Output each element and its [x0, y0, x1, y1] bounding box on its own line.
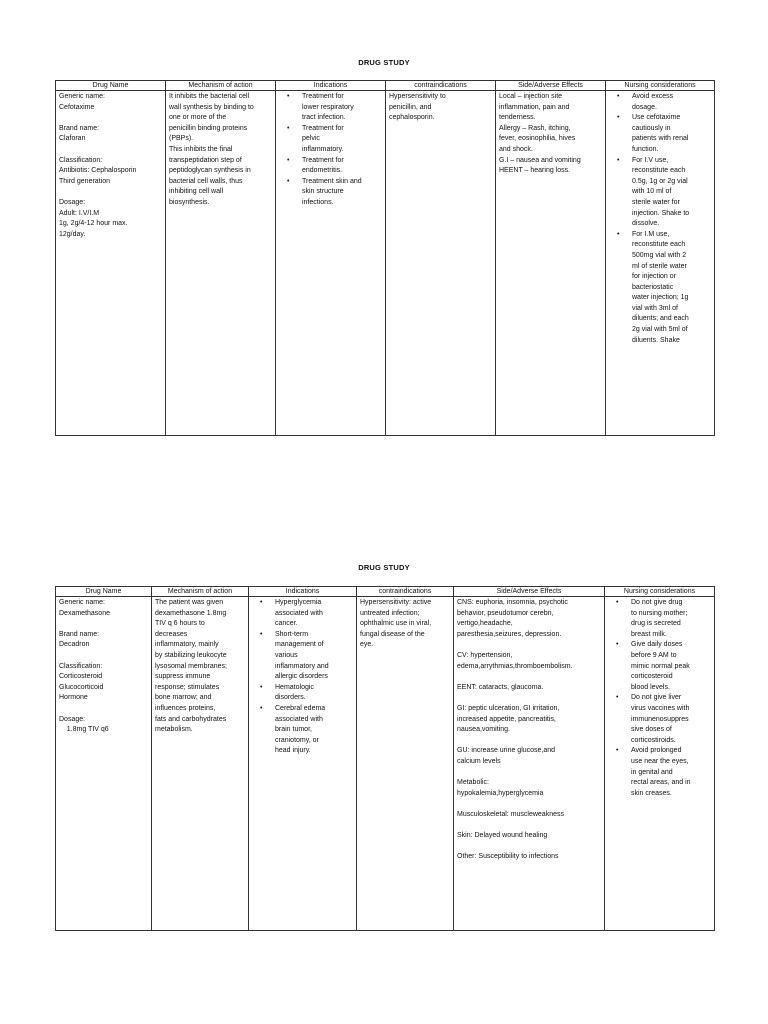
table-row: [56, 597, 715, 931]
text-line: endometritis.: [302, 167, 343, 175]
text-line: injection. Shake to: [632, 209, 690, 217]
text-line: Antibiotis: Cephalosporin: [59, 167, 137, 175]
header-mechanism: Mechanism of action: [152, 587, 249, 597]
text-line: decreases: [155, 630, 188, 638]
text-line: [59, 113, 162, 124]
text-line: diluents; and each: [632, 315, 689, 323]
section2-title: DRUG STUDY: [358, 563, 410, 572]
text-line: • Give daily doses: [631, 641, 683, 649]
text-line: vial with 3ml of: [632, 304, 678, 312]
text-line: bacteriostatic: [632, 283, 674, 291]
text-line: [457, 799, 601, 810]
text-line: metabolism.: [155, 726, 193, 734]
text-line: HEENT – hearing loss.: [499, 167, 571, 175]
text-line: Glucocorticoid: [59, 683, 104, 691]
text-line: [59, 187, 162, 198]
text-line: breast milk.: [631, 630, 667, 638]
text-line: fats and carbohydrates: [155, 715, 227, 723]
text-line: • For I.V use,: [632, 156, 669, 164]
drug-study-table-2: [55, 586, 715, 931]
text-line: Generic name:: [59, 599, 105, 606]
indications-cell: [249, 597, 357, 931]
text-line: skin structure: [302, 188, 344, 196]
text-line: biosynthesis.: [169, 198, 210, 206]
list-item: [632, 92, 711, 113]
header-mechanism: Mechanism of action: [166, 81, 276, 91]
text-line: • Hyperglycemia: [275, 599, 322, 606]
mechanism-cell: [166, 91, 276, 436]
drug-name-cell: [56, 91, 166, 436]
list-item: [632, 230, 711, 347]
text-line: tenderness.: [499, 114, 536, 122]
header-drug-name: Drug Name: [56, 81, 166, 91]
header-side-effects: Side/Adverse Effects: [496, 81, 606, 91]
text-line: Classification:: [59, 662, 103, 670]
header-indications: Indications: [249, 587, 357, 597]
text-line: infections.: [302, 198, 334, 206]
text-line: Hypersensitivity to: [389, 93, 446, 100]
text-line: untreated infection;: [360, 609, 420, 617]
text-line: • Do not give drug: [631, 599, 683, 606]
text-line: by stabilizing leukocyte: [155, 651, 227, 659]
list-item: [632, 156, 711, 230]
text-line: Other: Susceptibility to infections: [457, 853, 559, 861]
text-line: one or more of the: [169, 114, 227, 122]
text-line: mimic normal peak: [631, 662, 690, 670]
header-side-effects: Side/Adverse Effects: [454, 587, 605, 597]
text-line: behavior, pseudotumor cerebri,: [457, 609, 554, 617]
text-line: eye.: [360, 641, 374, 649]
indications-cell: [276, 91, 386, 436]
text-line: 0.5g, 1g or 2g vial: [632, 177, 688, 185]
text-line: response; stimulates: [155, 683, 220, 691]
list-item: [275, 704, 353, 757]
list-item: [302, 177, 382, 209]
text-line: • Short-term: [275, 630, 309, 638]
text-line: • Use cefotaxime: [632, 114, 681, 122]
side-effects-cell: [454, 597, 605, 931]
text-line: 1.8mg TIV q6: [59, 726, 109, 734]
text-line: reconstitute each: [632, 167, 686, 175]
text-line: paresthesia,seizures, depression.: [457, 630, 562, 638]
text-line: [457, 640, 601, 651]
text-line: penicillin, and: [389, 103, 432, 111]
header-row: [56, 81, 715, 91]
text-line: dosage.: [632, 103, 657, 111]
header-nursing: Nursing considerations: [606, 81, 715, 91]
text-line: brain tumor,: [275, 726, 312, 734]
list-item: [275, 683, 353, 704]
bullet-list: [606, 92, 711, 346]
text-line: [457, 672, 601, 683]
list-item: [275, 630, 353, 683]
text-line: GU: increase urine glucose,and: [457, 747, 556, 755]
text-line: • Do not give liver: [631, 694, 682, 702]
text-line: [59, 651, 148, 662]
text-line: allergic disorders: [275, 673, 328, 681]
header-row: [56, 587, 715, 597]
text-line: suppress immune: [155, 673, 211, 681]
text-line: [457, 693, 601, 704]
text-line: penicillin binding proteins: [169, 124, 248, 132]
text-line: edema,arrythmias,thromboembolism.: [457, 662, 573, 670]
text-line: • Treatment for: [302, 156, 344, 164]
text-line: associated with: [275, 715, 323, 723]
text-line: inflammation, pain and: [499, 103, 570, 111]
text-line: Local – injection site: [499, 93, 563, 100]
list-item: [275, 598, 353, 630]
text-line: This inhibits the final: [169, 145, 233, 153]
text-line: blood levels.: [631, 683, 670, 691]
contraindications-cell: [386, 91, 496, 436]
text-line: influences proteins,: [155, 704, 216, 712]
text-line: G.I – nausea and vomiting: [499, 156, 581, 164]
text-line: [59, 704, 148, 715]
text-line: [457, 736, 601, 747]
text-line: tract infection.: [302, 114, 346, 122]
text-line: fever, eosinophilia, hives: [499, 135, 576, 143]
text-line: cancer.: [275, 620, 298, 628]
text-line: • Treatment for: [302, 124, 344, 132]
text-line: CV: hypertension,: [457, 651, 513, 659]
text-line: lysosomal membranes;: [155, 662, 227, 670]
text-line: and shock.: [499, 145, 533, 153]
text-line: Third generation: [59, 177, 110, 185]
text-line: cautiously in: [632, 124, 671, 132]
nursing-cell: [606, 91, 715, 436]
text-line: cephalosporin.: [389, 114, 435, 122]
text-line: patients with renal: [632, 135, 689, 143]
drug-study-table-1: [55, 80, 715, 436]
text-line: CNS: euphoria, insomnia, psychotic: [457, 599, 568, 606]
text-line: • Avoid excess: [632, 93, 674, 100]
list-item: [302, 156, 382, 177]
text-line: Brand name:: [59, 124, 100, 132]
list-item: [631, 693, 711, 746]
text-line: ophthalmic use in viral,: [360, 620, 432, 628]
text-line: [457, 820, 601, 831]
text-line: immunenosuppres: [631, 715, 689, 723]
contraindications-cell: [357, 597, 454, 931]
text-line: with 10 ml of: [632, 188, 672, 196]
text-line: 2g vial with 5ml of: [632, 326, 688, 334]
text-line: • Cerebral edema: [275, 704, 326, 712]
text-line: [59, 145, 162, 156]
side-effects-cell: [496, 91, 606, 436]
text-line: [457, 768, 601, 779]
text-line: Metabolic:: [457, 779, 489, 787]
text-line: corticosteroid: [631, 673, 673, 681]
text-line: GI: peptic ulceration, GI irritation,: [457, 704, 560, 712]
header-nursing: Nursing considerations: [605, 587, 715, 597]
text-line: head injury.: [275, 747, 311, 755]
text-line: peptidoglycan synthesis in: [169, 167, 251, 175]
text-line: virus vaccines with: [631, 704, 690, 712]
text-line: water injection; 1g: [632, 294, 689, 302]
text-line: • Hematologic: [275, 683, 314, 691]
text-line: management of: [275, 641, 324, 649]
mechanism-cell: [152, 597, 249, 931]
drug-name-cell: [56, 597, 152, 931]
text-line: in genital and: [631, 768, 673, 776]
text-line: bacterial cell walls, thus: [169, 177, 243, 185]
list-item: [631, 746, 711, 799]
text-line: corticostiroids.: [631, 736, 676, 744]
text-line: skin creases.: [631, 789, 672, 797]
text-line: nausea,vomiting.: [457, 726, 510, 734]
text-line: dexamethasone 1.8mg: [155, 609, 227, 617]
text-line: Decadron: [59, 641, 90, 649]
text-line: Adult: I.V/I.M: [59, 209, 100, 217]
text-line: wall synthesis by binding to: [169, 103, 254, 111]
text-line: Generic name:: [59, 93, 105, 100]
text-line: drug is secreted: [631, 620, 681, 628]
text-line: vertigo,headache,: [457, 620, 513, 628]
text-line: Hormone: [59, 694, 88, 702]
text-line: bone marrow; and: [155, 694, 212, 702]
text-line: hypokalemia,hyperglycemia: [457, 789, 544, 797]
text-line: • Avoid prolonged: [631, 747, 682, 755]
text-line: Dexamethasone: [59, 609, 110, 617]
text-line: • Treatment skin and: [302, 177, 362, 185]
text-line: pelvic: [302, 135, 320, 143]
list-item: [631, 640, 711, 693]
list-item: [302, 92, 382, 124]
table-row: [56, 91, 715, 436]
text-line: The patient was given: [155, 599, 224, 606]
text-line: Dosage:: [59, 715, 86, 723]
text-line: Claforan: [59, 135, 86, 143]
text-line: inhibiting cell wall: [169, 188, 224, 196]
text-line: sive doses of: [631, 726, 672, 734]
bullet-list: [276, 92, 382, 209]
text-line: Dosage:: [59, 198, 86, 206]
header-drug-name: Drug Name: [56, 587, 152, 597]
text-line: disorders.: [275, 694, 306, 702]
text-line: function.: [632, 145, 659, 153]
text-line: to nursing mother;: [631, 609, 688, 617]
text-line: fungal disease of the: [360, 630, 425, 638]
text-line: craniotomy, or: [275, 736, 319, 744]
text-line: Skin: Delayed wound healing: [457, 832, 548, 840]
text-line: rectal areas, and in: [631, 779, 691, 787]
text-line: Allergy – Rash, itching,: [499, 124, 571, 132]
header-contraindications: contraindications: [357, 587, 454, 597]
text-line: [457, 842, 601, 853]
text-line: inflammatory, mainly: [155, 641, 219, 649]
text-line: various: [275, 651, 298, 659]
bullet-list: [605, 598, 711, 799]
text-line: dissolve.: [632, 220, 660, 228]
text-line: TIV q 6 hours to: [155, 620, 205, 628]
list-item: [631, 598, 711, 640]
text-line: Classification:: [59, 156, 103, 164]
text-line: • For I.M use,: [632, 230, 670, 238]
text-line: ml of sterile water: [632, 262, 687, 270]
text-line: calcium levels: [457, 757, 501, 765]
text-line: 500mg vial with 2: [632, 251, 687, 259]
text-line: sterile water for: [632, 198, 680, 206]
text-line: Cefotaxime: [59, 103, 95, 111]
text-line: • Treatment for: [302, 93, 344, 100]
list-item: [632, 113, 711, 155]
section1-title: DRUG STUDY: [358, 58, 410, 67]
text-line: increased appetite, pancreatitis,: [457, 715, 556, 723]
text-line: EENT: cataracts, glaucoma.: [457, 683, 544, 691]
text-line: transpeptidation step of: [169, 156, 242, 164]
header-contraindications: contraindications: [386, 81, 496, 91]
text-line: before 9 AM to: [631, 651, 677, 659]
text-line: [59, 619, 148, 630]
text-line: Corticosteroid: [59, 673, 103, 681]
text-line: 1g, 2g/4-12 hour max.: [59, 220, 128, 228]
text-line: inflammatory.: [302, 145, 344, 153]
nursing-cell: [605, 597, 715, 931]
text-line: (PBPs).: [169, 135, 194, 143]
list-item: [302, 124, 382, 156]
text-line: Hypersensitivity: active: [360, 599, 432, 606]
bullet-list: [249, 598, 353, 757]
text-line: use near the eyes,: [631, 757, 689, 765]
text-line: inflammatory and: [275, 662, 329, 670]
header-indications: Indications: [276, 81, 386, 91]
text-line: Musculoskeletal: muscleweakness: [457, 810, 564, 818]
text-line: lower respiratory: [302, 103, 354, 111]
text-line: 12g/day.: [59, 230, 86, 238]
text-line: It inhibits the bacterial cell: [169, 93, 250, 100]
text-line: reconstitute each: [632, 241, 686, 249]
text-line: associated with: [275, 609, 323, 617]
text-line: for injection or: [632, 273, 676, 281]
text-line: diluents. Shake: [632, 336, 680, 344]
text-line: Brand name:: [59, 630, 100, 638]
